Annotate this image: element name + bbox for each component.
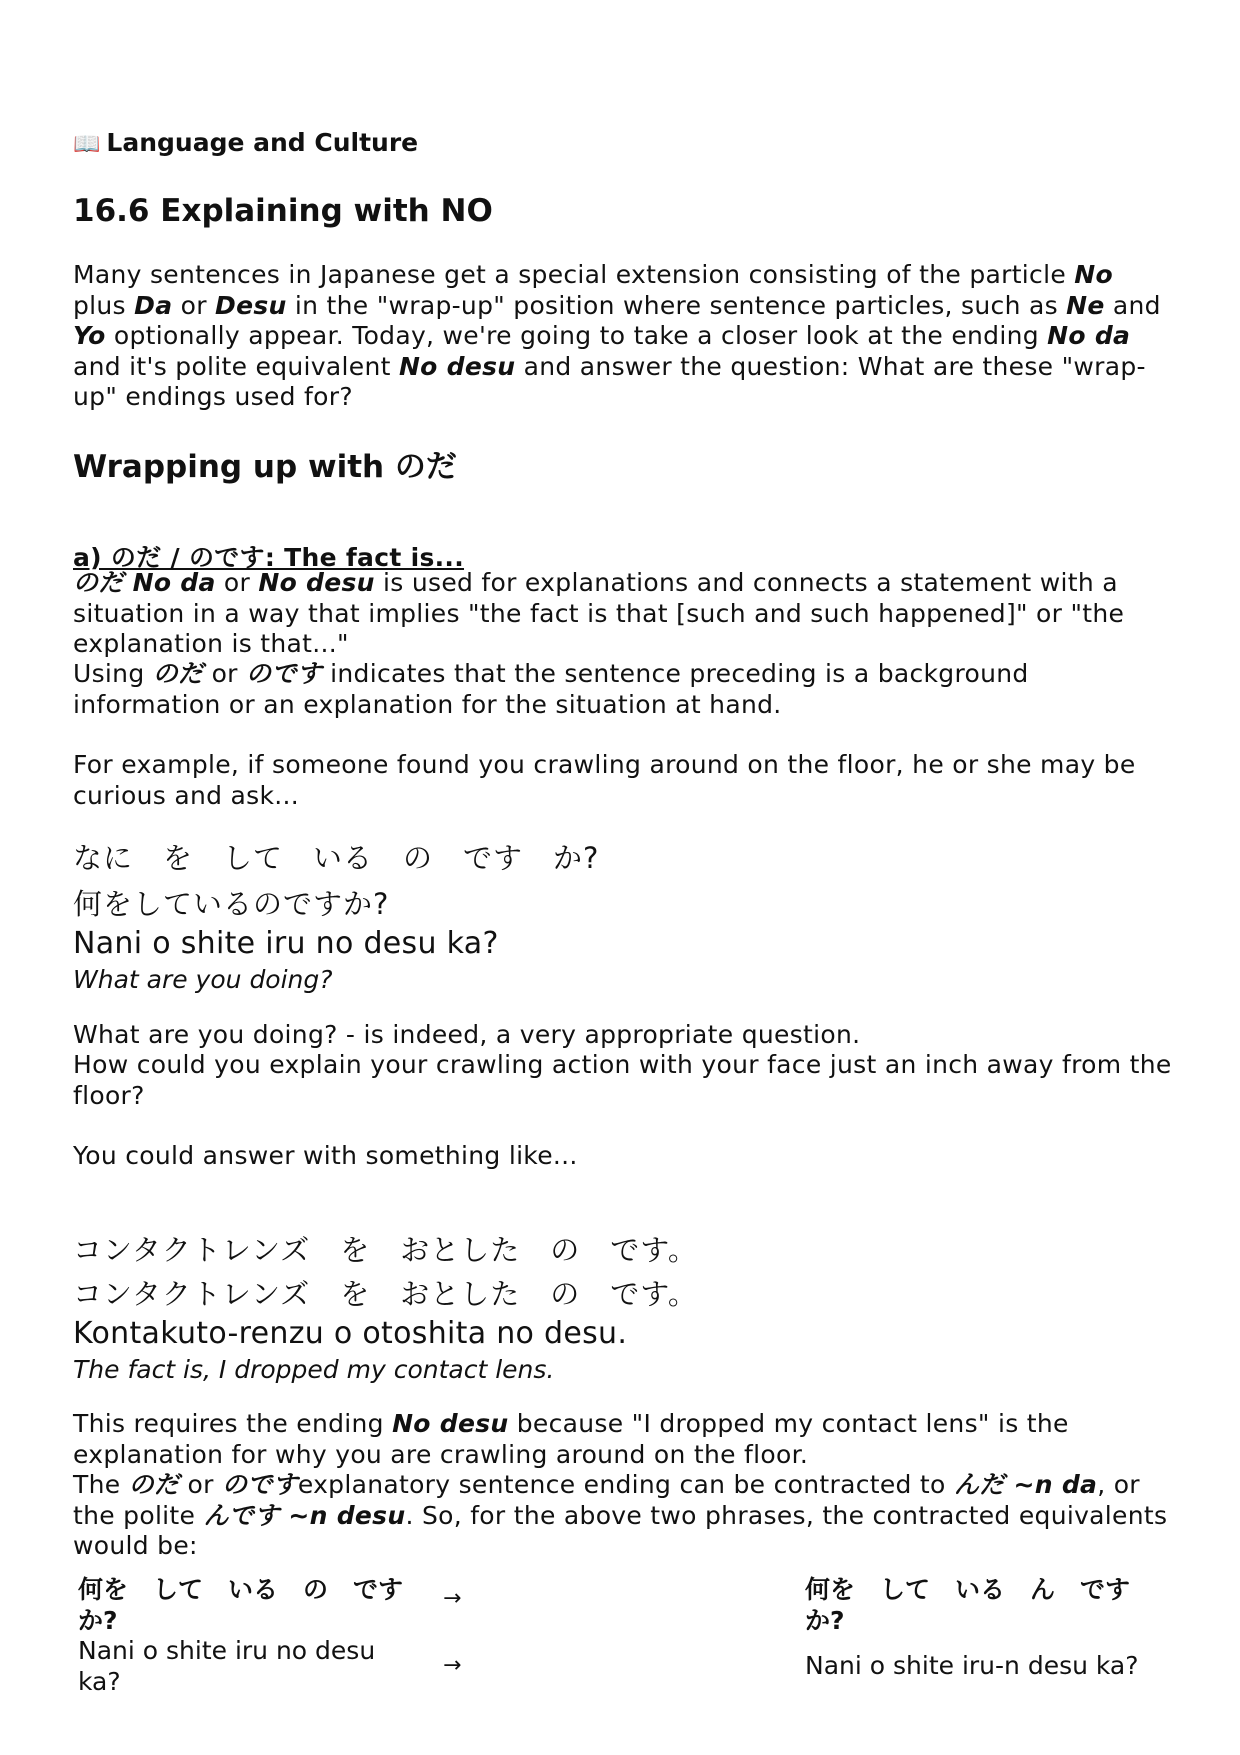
table-row2-left: Nani o shite iru no desu ka? bbox=[78, 1636, 376, 1696]
book-icon: 📖 bbox=[73, 132, 101, 157]
answer-intro: You could answer with something like... bbox=[73, 1141, 578, 1170]
example1-kana: なに を して いる の です か? bbox=[73, 841, 600, 875]
section-label bbox=[73, 128, 418, 157]
table-row1-right: 何を して いる ん です か? bbox=[805, 1575, 1156, 1635]
response-line-1: What are you doing? - is indeed, a very appropriate question. bbox=[73, 1020, 861, 1049]
table-row1-left: 何を して いる の です か? bbox=[78, 1575, 429, 1635]
example2-kana: コンタクトレンズ を おとした の です。 bbox=[73, 1233, 698, 1267]
example2-romaji: Kontakuto-renzu o otoshita no desu. bbox=[73, 1316, 628, 1351]
example1-kanji: 何をしているのですか? bbox=[73, 887, 390, 921]
example1-translation: What are you doing? bbox=[73, 965, 333, 994]
arrow-icon: → bbox=[443, 1586, 462, 1611]
example-intro: For example, if someone found you crawling around on the floor, he or she may be curious and ask... bbox=[73, 750, 1136, 810]
table-row2-right: Nani o shite iru-n desu ka? bbox=[805, 1651, 1139, 1680]
explanation-paragraph-1: のだ No da or No desu is used for explanations and connects a statement with a situation in a way that implies "the fact is that [such and such happened]" or "the explanation is that..." bbox=[73, 568, 1125, 658]
conclusion-paragraph: This requires the ending No desu because "I dropped my contact lens" is the explanation for why you are crawling around on the floor. The のだ or のですexplanatory sentence ending can be contracted to んだ ~n da, or the polite んです ~n desu. So, for the above two phrases, the contracted equivalents would be: bbox=[73, 1409, 1168, 1560]
section-label-text: Language and Culture bbox=[106, 128, 419, 157]
subsection-a-heading: a) のだ / のです: The fact is... bbox=[73, 543, 465, 572]
intro-paragraph: Many sentences in Japanese get a special extension consisting of the particle No plus Da or Desu in the "wrap-up" position where sentence particles, such as Ne and Yo optionally appear. Today, we're going to take a closer look at the ending No da and it's polite equivalent No desu and answer the question: What are these "wrap-up" endings used for? bbox=[73, 260, 1161, 411]
example2-kanji: コンタクトレンズ を おとした の です。 bbox=[73, 1277, 698, 1311]
page-title: 16.6 Explaining with NO bbox=[73, 193, 493, 229]
example1-romaji: Nani o shite iru no desu ka? bbox=[73, 926, 499, 961]
response-line-2: How could you explain your crawling action with your face just an inch away from the floor? bbox=[73, 1050, 1172, 1110]
subtitle: Wrapping up with のだ bbox=[73, 449, 457, 485]
example2-translation: The fact is, I dropped my contact lens. bbox=[73, 1355, 555, 1384]
explanation-paragraph-2: Using のだ or のです indicates that the sentence preceding is a background information or an explanation for the situation at hand. bbox=[73, 659, 1029, 719]
arrow-icon: → bbox=[443, 1653, 462, 1678]
